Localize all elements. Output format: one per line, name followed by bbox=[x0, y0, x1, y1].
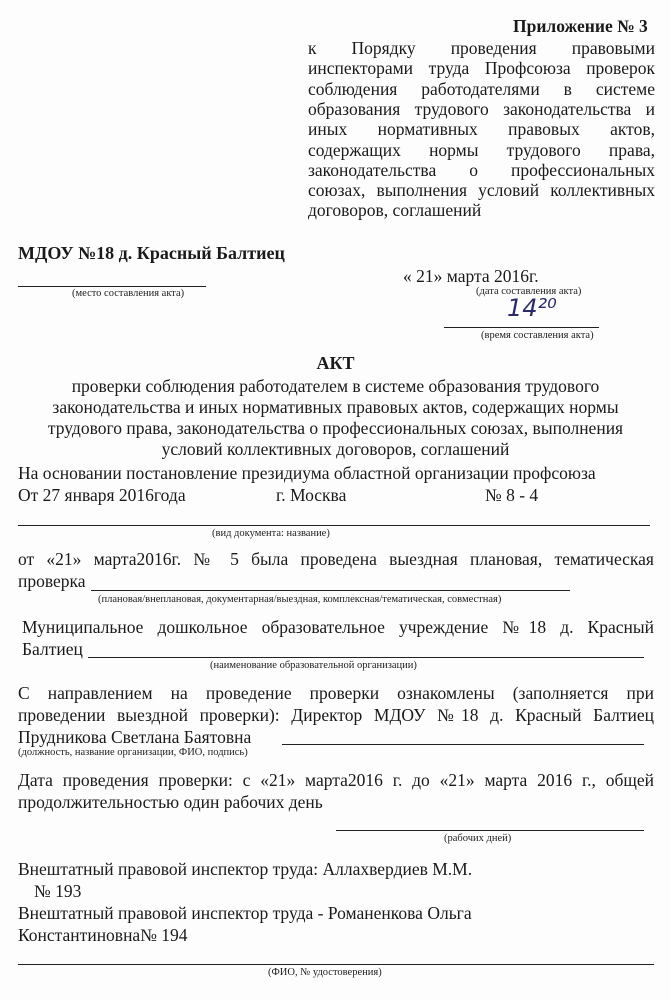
inspection-line2: проверка bbox=[18, 571, 86, 591]
inspection-caption: (плановая/внеплановая, документарная/выездная, комплексная/тематическая, совместная) bbox=[98, 594, 502, 605]
inspectors-underline bbox=[18, 964, 654, 965]
place-caption: (место составления акта) bbox=[72, 288, 185, 299]
appendix-line: содержащих нормы трудового права, bbox=[308, 139, 655, 160]
basis-underline bbox=[18, 525, 650, 526]
inspection-line1: от «21» марта2016г. № 5 была проведена выездная плановая, тематическая bbox=[18, 549, 654, 569]
appendix-line: инспекторами труда Профсоюза проверок bbox=[308, 58, 655, 79]
appendix-line: иных нормативных правовых актов, bbox=[308, 119, 655, 140]
acquainted-line1: С направлением на проведение проверки ознакомлены (заполняется при bbox=[18, 683, 654, 703]
inspection-underline bbox=[91, 590, 570, 591]
place-underline bbox=[18, 286, 206, 287]
inspector-1: Внештатный правовой инспектор труда: Аллахвердиев М.М. bbox=[18, 859, 473, 879]
dates-line1: Дата проведения проверки: с «21» марта2016 г. до «21» марта 2016 г., общей bbox=[18, 770, 654, 790]
dates-line2: продолжительностью один рабочих день bbox=[18, 792, 323, 812]
acquainted-line3: Прудникова Светлана Баятовна bbox=[18, 727, 252, 747]
basis-city: г. Москва bbox=[276, 485, 347, 505]
organization-line1: Муниципальное дошкольное образовательное учреждение №18 д. Красный bbox=[22, 617, 654, 637]
act-subtitle-line: законодательства и иных нормативных правовых актов, содержащих нормы bbox=[52, 397, 619, 417]
time-handwritten: 14²⁰ bbox=[507, 294, 557, 322]
appendix-title: Приложение № 3 bbox=[513, 16, 648, 36]
inspector-2-number: Константиновна№ 194 bbox=[18, 925, 188, 945]
appendix-line: к Порядку проведения правовыми bbox=[308, 38, 655, 58]
basis-line1: На основании постановление президиума областной организации профсоюза bbox=[18, 463, 596, 483]
date-caption: (дата составления акта) bbox=[476, 286, 582, 297]
inspectors-caption: (ФИО, № удостоверения) bbox=[268, 967, 382, 978]
basis-number: № 8 - 4 bbox=[485, 485, 539, 505]
place-value: МДОУ №18 д. Красный Балтиец bbox=[18, 243, 285, 263]
basis-date: От 27 января 2016года bbox=[18, 485, 186, 505]
basis-caption: (вид документа: название) bbox=[212, 528, 330, 539]
acquainted-underline bbox=[282, 744, 644, 745]
date-value: « 21» марта 2016г. bbox=[403, 266, 539, 286]
act-heading: АКТ bbox=[316, 353, 355, 373]
act-subtitle-line: трудового права, законодательства о профессиональных союзах, выполнения bbox=[47, 418, 624, 438]
time-underline bbox=[444, 327, 599, 328]
acquainted-line2: проведении выездной проверки): Директор МДОУ №18 д. Красный Балтиец bbox=[18, 705, 654, 725]
dates-caption: (рабочих дней) bbox=[444, 833, 512, 844]
time-caption: (время составления акта) bbox=[481, 330, 594, 341]
inspector-1-number: № 193 bbox=[34, 881, 82, 901]
dates-underline bbox=[336, 830, 644, 831]
organization-underline bbox=[88, 657, 644, 658]
inspector-2: Внештатный правовой инспектор труда - Романенкова Ольга bbox=[18, 903, 472, 923]
acquainted-caption: (должность, название организации, ФИО, подпись) bbox=[18, 747, 248, 758]
appendix-line: союзах, выполнения условий коллективных bbox=[308, 180, 655, 201]
act-subtitle-line: условий коллективных договоров, соглашений bbox=[161, 439, 510, 459]
appendix-line: законодательства о профессиональных bbox=[308, 159, 655, 180]
appendix-line: образования трудового законодательства и bbox=[308, 98, 655, 119]
act-subtitle-line: проверки соблюдения работодателем в системе образования трудового bbox=[71, 376, 600, 396]
appendix-last-line: договоров, соглашений bbox=[308, 200, 482, 220]
organization-caption: (наименование образовательной организации) bbox=[210, 660, 417, 671]
appendix-line: соблюдения работодателями в системе bbox=[308, 78, 655, 99]
organization-line2: Балтиец bbox=[22, 639, 83, 659]
